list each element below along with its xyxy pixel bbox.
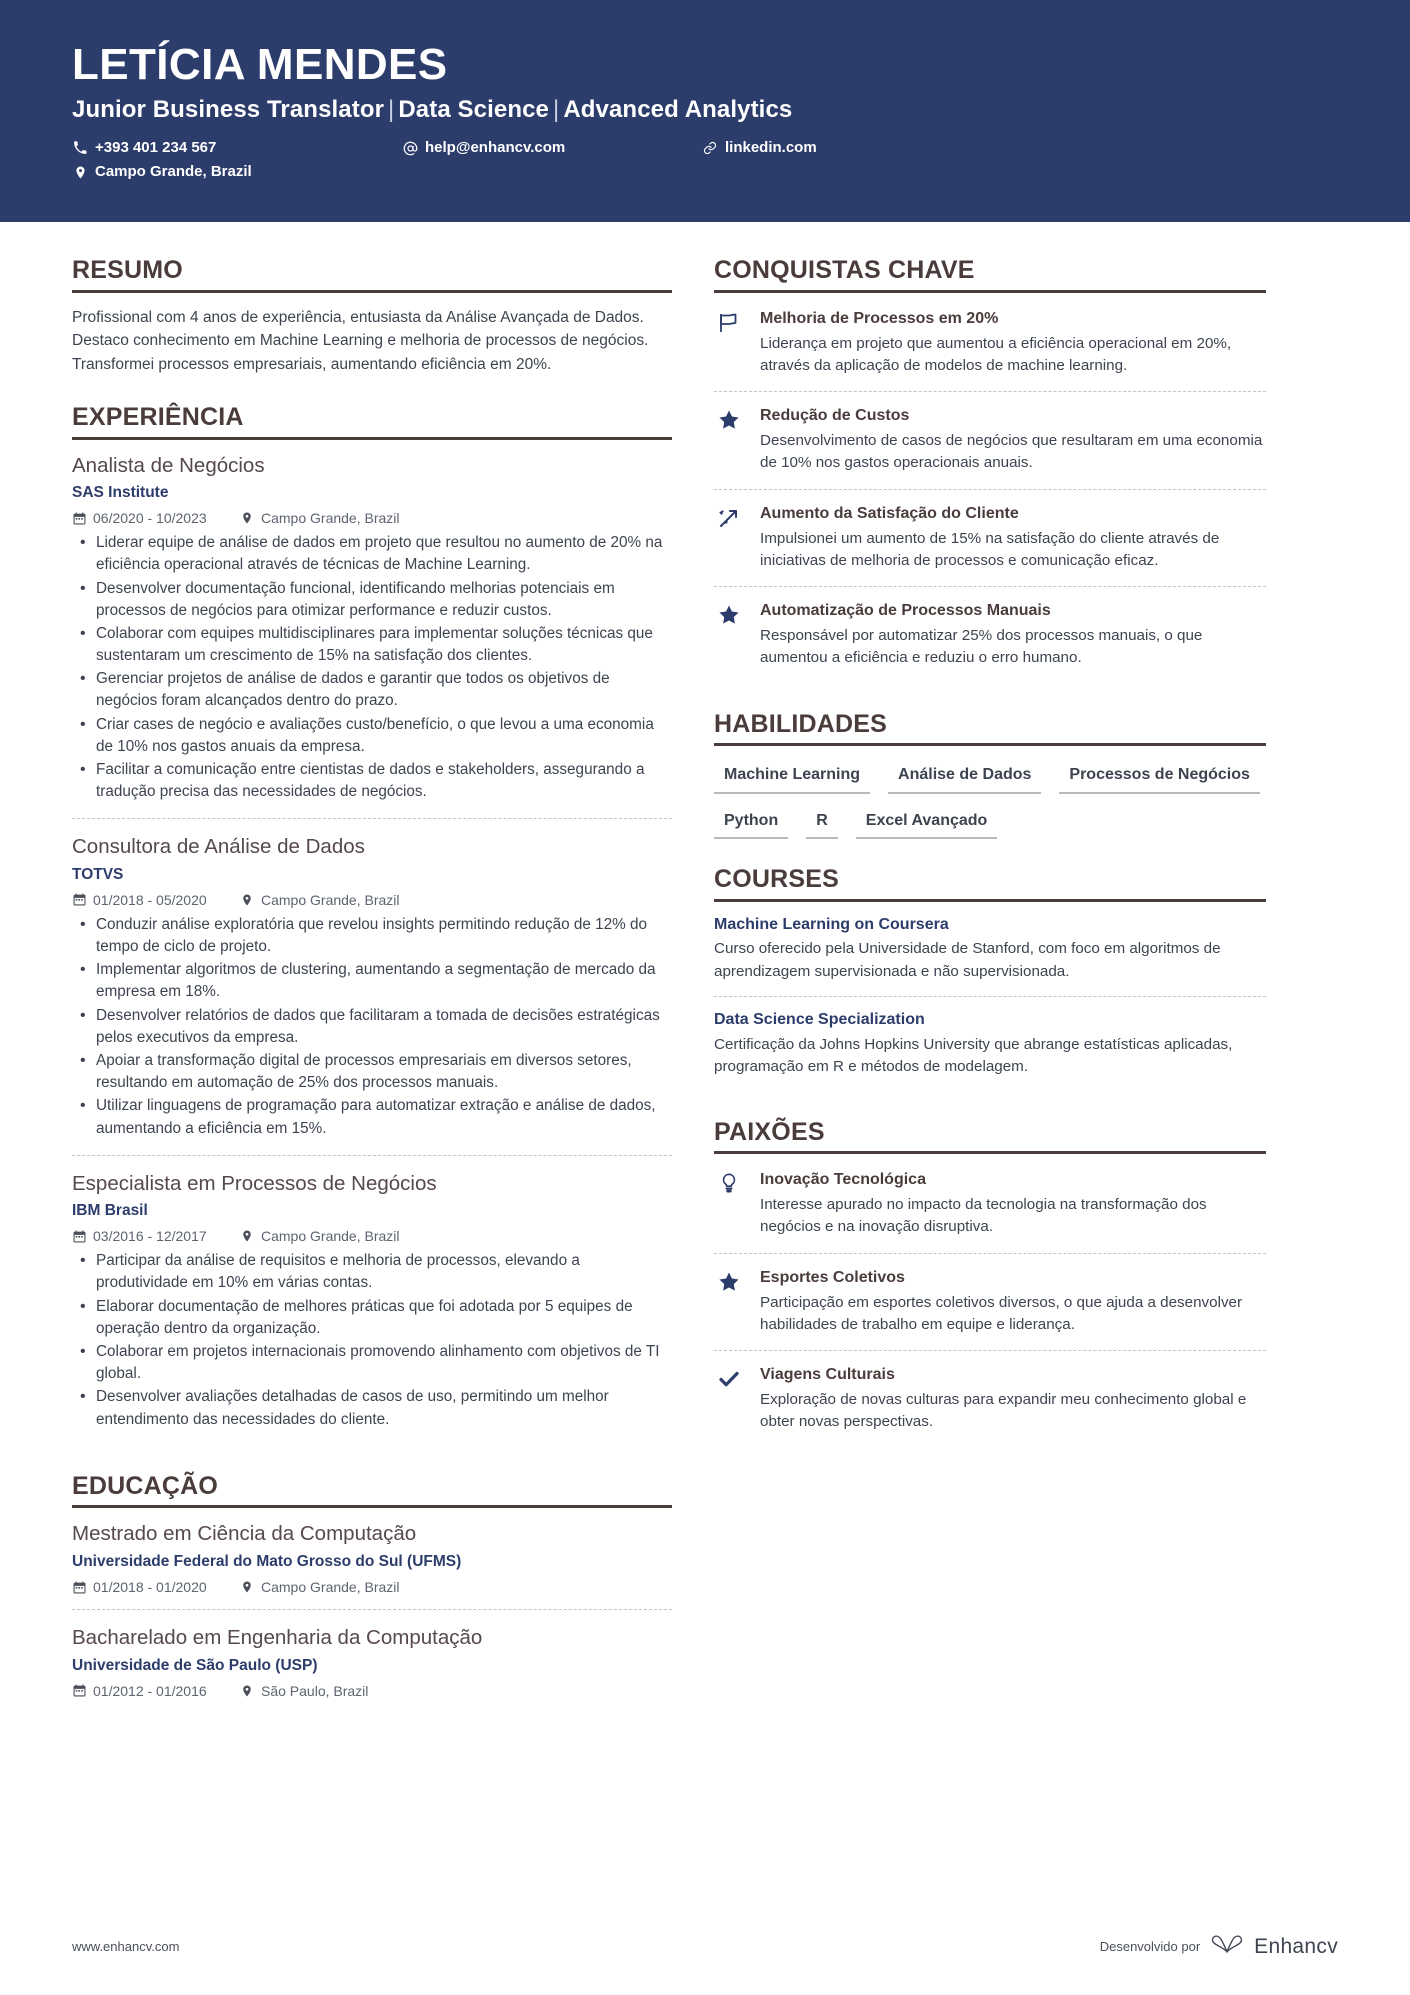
list-item: • Criar cases de negócio e avaliações custo/benefício, o que levou a uma economia de 10% nos gastos anuais da empresa. — [72, 714, 672, 758]
section-title-experience: EXPERIÊNCIA — [72, 403, 672, 440]
star-icon — [714, 601, 744, 669]
experience-role: Analista de Negócios — [72, 453, 265, 477]
footer-brand — [1100, 1934, 1338, 1959]
list-item: • Utilizar linguagens de programação para automatizar extração e análise de dados, aumentando a eficiência em 15%. — [72, 1095, 672, 1139]
experience-location — [240, 1228, 400, 1244]
contact-phone-text: +393 401 234 567 — [95, 139, 217, 157]
list-item: • Elaborar documentação de melhores práticas que foi adotada por 5 equipes de operação dentro da organização. — [72, 1296, 672, 1340]
headline-part-1: Junior Business Translator — [72, 96, 385, 124]
at-sign-icon — [402, 140, 418, 156]
education-meta — [72, 1683, 672, 1699]
experience-entry — [72, 453, 672, 819]
passion-title: Viagens Culturais — [760, 1366, 895, 1384]
education-date — [72, 1683, 240, 1699]
experience-meta — [72, 510, 672, 526]
experience-location-text: Campo Grande, Brazil — [261, 1228, 400, 1245]
experience-body — [72, 440, 672, 1446]
section-education — [72, 1472, 672, 1713]
course-description: Curso oferecido pela Universidade de Stanford, com foco em algoritmos de aprendizagem supervisionada e não supervisionada. — [714, 940, 1221, 980]
flag-icon — [714, 309, 744, 377]
resume-footer — [0, 1934, 1410, 1995]
list-item: • Desenvolver documentação funcional, identificando melhorias potenciais em processos de negócios para otimizar performance e reduzir custos. — [72, 578, 672, 622]
contact-block — [72, 136, 1338, 184]
section-summary — [72, 256, 672, 377]
experience-location-text: Campo Grande, Brazil — [261, 891, 400, 908]
contact-row-primary — [72, 136, 1338, 160]
skill-tag: Python — [714, 806, 788, 839]
lightbulb-icon — [714, 1170, 744, 1238]
skill-tag: Processos de Negócios — [1059, 760, 1260, 793]
list-item: • Desenvolver relatórios de dados que facilitaram a tomada de decisões estratégicas pelos executivos da empresa. — [72, 1005, 672, 1049]
experience-date-text: 03/2016 - 12/2017 — [93, 1228, 207, 1245]
skill-tag: Análise de Dados — [888, 760, 1041, 793]
phone-icon — [72, 140, 88, 156]
passion-item — [714, 1350, 1266, 1447]
calendar-icon — [72, 1229, 86, 1243]
list-item: • Conduzir análise exploratória que revelou insights permitindo redução de 12% do tempo de ciclo de projeto. — [72, 914, 672, 958]
passion-text — [760, 1170, 1266, 1238]
experience-meta — [72, 1228, 672, 1244]
section-title-achievements: CONQUISTAS CHAVE — [714, 256, 1266, 293]
enhancv-logo-icon — [1210, 1934, 1244, 1959]
resume-header — [0, 0, 1410, 222]
experience-meta — [72, 892, 672, 908]
experience-bullets — [72, 914, 672, 1140]
achievement-description: Impulsionei um aumento de 15% na satisfação do cliente através de iniciativas de melhoria de processos e comunicação eficaz. — [760, 529, 1220, 569]
passion-title: Inovação Tecnológica — [760, 1171, 926, 1189]
section-key-achievements — [714, 256, 1266, 684]
list-item: • Colaborar em projetos internacionais promovendo alinhamento com objetivos de TI global. — [72, 1341, 672, 1385]
summary-text: Profissional com 4 anos de experiência, entusiasta da Análise Avançada de Dados. Destaco conhecimento em Machine Learning e melhoria de processos de negócios. Transformei processos empresariais, aumentando eficiência em 20%. — [72, 308, 649, 374]
achievement-item — [714, 391, 1266, 488]
education-meta — [72, 1579, 672, 1595]
passion-description: Interesse apurado no impacto da tecnologia na transformação dos negócios e na inovação disruptiva. — [760, 1196, 1207, 1236]
achievement-item — [714, 586, 1266, 683]
achievement-text — [760, 601, 1266, 669]
experience-location — [240, 510, 400, 526]
experience-company: TOTVS — [72, 865, 124, 883]
achievement-text — [760, 309, 1266, 377]
contact-link-text: linkedin.com — [725, 139, 817, 157]
achievement-title: Redução de Custos — [760, 407, 910, 425]
skill-tag: Machine Learning — [714, 760, 870, 793]
headline-separator: | — [553, 96, 560, 124]
passion-text — [760, 1365, 1266, 1433]
section-experience — [72, 403, 672, 1446]
contact-location — [72, 160, 402, 184]
passion-item — [714, 1253, 1266, 1350]
powered-by-label: Desenvolvido por — [1099, 1939, 1201, 1954]
education-entry — [72, 1521, 672, 1609]
experience-date-text: 06/2020 - 10/2023 — [93, 510, 207, 527]
experience-date — [72, 510, 240, 526]
education-entry — [72, 1609, 672, 1713]
education-school: Universidade de São Paulo (USP) — [72, 1656, 318, 1674]
list-item: • Participar da análise de requisitos e melhoria de processos, elevando a produtividade em 10% em várias contas. — [72, 1250, 672, 1294]
star-icon — [714, 1268, 744, 1336]
achievement-description: Responsável por automatizar 25% dos processos manuais, o que aumentou a eficiência e reduziu o erro humano. — [760, 627, 1203, 667]
calendar-icon — [72, 511, 86, 525]
list-item: • Gerenciar projetos de análise de dados e garantir que todos os objetivos de negócios foram alcançados dentro do prazo. — [72, 668, 672, 712]
trending-up-icon — [714, 504, 744, 572]
education-date-text: 01/2012 - 01/2016 — [93, 1682, 207, 1699]
calendar-icon — [72, 1580, 86, 1594]
map-pin-icon — [240, 1580, 254, 1594]
education-date-text: 01/2018 - 01/2020 — [93, 1579, 207, 1596]
experience-company: IBM Brasil — [72, 1202, 148, 1220]
experience-date-text: 01/2018 - 05/2020 — [93, 891, 207, 908]
experience-role: Especialista em Processos de Negócios — [72, 1171, 437, 1195]
education-degree: Mestrado em Ciência da Computação — [72, 1522, 417, 1546]
list-item: • Desenvolver avaliações detalhadas de casos de uso, permitindo um melhor entendimento das necessidades do cliente. — [72, 1386, 672, 1430]
section-title-skills: HABILIDADES — [714, 710, 1266, 747]
passions-body — [714, 1154, 1266, 1447]
education-date — [72, 1579, 240, 1595]
right-column — [714, 256, 1266, 1894]
map-pin-icon — [240, 511, 254, 525]
education-body — [72, 1508, 672, 1712]
calendar-icon — [72, 1684, 86, 1698]
list-item: • Liderar equipe de análise de dados em projeto que resultou no aumento de 20% na eficiência operacional através de técnicas de Machine Learning. — [72, 532, 672, 576]
skills-list — [714, 746, 1266, 838]
education-location-text: São Paulo, Brazil — [261, 1682, 369, 1699]
list-item: • Implementar algoritmos de clustering, aumentando a segmentação de mercado da empresa em 18%. — [72, 959, 672, 1003]
experience-bullets — [72, 1250, 672, 1430]
course-name: Data Science Specialization — [714, 1011, 925, 1029]
section-title-education: EDUCAÇÃO — [72, 1472, 672, 1509]
education-location — [240, 1579, 400, 1595]
passion-item — [714, 1167, 1266, 1252]
contact-link[interactable] — [702, 136, 817, 160]
headline-part-2: Data Science — [398, 96, 549, 124]
passion-text — [760, 1268, 1266, 1336]
skill-tag: R — [806, 806, 838, 839]
achievement-description: Liderança em projeto que aumentou a eficiência operacional em 20%, através da aplicação de modelos de machine learning. — [760, 334, 1232, 374]
section-title-summary: RESUMO — [72, 256, 672, 293]
achievement-item — [714, 306, 1266, 391]
education-location — [240, 1683, 368, 1699]
list-item: • Colaborar com equipes multidisciplinares para implementar soluções técnicas que sustentaram um crescimento de 15% na satisfação dos clientes. — [72, 623, 672, 667]
check-icon — [714, 1365, 744, 1433]
course-item — [714, 915, 1266, 996]
contact-phone[interactable] — [72, 136, 402, 160]
section-skills — [714, 710, 1266, 839]
achievement-text — [760, 406, 1266, 474]
footer-url[interactable]: www.enhancv.com — [72, 1939, 180, 1954]
star-icon — [714, 406, 744, 474]
list-item: • Facilitar a comunicação entre cientistas de dados e stakeholders, assegurando a tradução precisa das necessidades de negócios. — [72, 759, 672, 803]
course-item — [714, 996, 1266, 1091]
contact-row-secondary — [72, 160, 1338, 184]
experience-role: Consultora de Análise de Dados — [72, 835, 365, 859]
candidate-name: LETÍCIA MENDES — [72, 40, 448, 89]
experience-location-text: Campo Grande, Brazil — [261, 510, 400, 527]
headline-separator: | — [388, 96, 395, 124]
education-location-text: Campo Grande, Brazil — [261, 1579, 400, 1596]
contact-location-text: Campo Grande, Brazil — [95, 163, 252, 181]
section-passions — [714, 1118, 1266, 1448]
achievement-title: Melhoria de Processos em 20% — [760, 309, 999, 327]
contact-email-text: help@enhancv.com — [425, 139, 566, 157]
candidate-headline — [72, 96, 1338, 124]
achievement-item — [714, 489, 1266, 586]
courses-body — [714, 902, 1266, 1092]
contact-email[interactable] — [402, 136, 702, 160]
experience-bullets — [72, 532, 672, 803]
experience-company: SAS Institute — [72, 484, 169, 502]
achievement-title: Automatização de Processos Manuais — [760, 602, 1051, 620]
section-courses — [714, 865, 1266, 1092]
achievements-body — [714, 293, 1266, 684]
passion-description: Exploração de novas culturas para expandir meu conhecimento global e obter novas perspectivas. — [760, 1391, 1247, 1431]
education-school: Universidade Federal do Mato Grosso do Sul (UFMS) — [72, 1553, 462, 1571]
map-pin-icon — [72, 164, 88, 180]
section-title-passions: PAIXÕES — [714, 1118, 1266, 1155]
education-degree: Bacharelado em Engenharia da Computação — [72, 1626, 483, 1650]
link-icon — [702, 140, 718, 156]
course-name: Machine Learning on Coursera — [714, 915, 949, 933]
experience-date — [72, 892, 240, 908]
brand-name: Enhancv — [1254, 1934, 1338, 1958]
headline-part-3: Advanced Analytics — [563, 96, 793, 124]
achievement-title: Aumento da Satisfação do Cliente — [760, 504, 1019, 522]
summary-body — [72, 293, 672, 377]
experience-location — [240, 892, 400, 908]
map-pin-icon — [240, 893, 254, 907]
map-pin-icon — [240, 1229, 254, 1243]
map-pin-icon — [240, 1684, 254, 1698]
passion-description: Participação em esportes coletivos diversos, o que ajuda a desenvolver habilidades de trabalho em equipe e liderança. — [760, 1293, 1243, 1333]
passion-title: Esportes Coletivos — [760, 1268, 905, 1286]
experience-date — [72, 1228, 240, 1244]
section-title-courses: COURSES — [714, 865, 1266, 902]
resume-body — [0, 222, 1410, 1894]
skill-tag: Excel Avançado — [856, 806, 998, 839]
left-column — [72, 256, 672, 1894]
calendar-icon — [72, 893, 86, 907]
experience-entry — [72, 818, 672, 1154]
achievement-text — [760, 504, 1266, 572]
achievement-description: Desenvolvimento de casos de negócios que resultaram em uma economia de 10% nos gastos operacionais anuais. — [760, 432, 1263, 472]
course-description: Certificação da Johns Hopkins University que abrange estatísticas aplicadas, programação em R e métodos de modelagem. — [714, 1035, 1233, 1076]
list-item: • Apoiar a transformação digital de processos empresariais em diversos setores, resultando em automação de 25% dos processos manuais. — [72, 1050, 672, 1094]
experience-entry — [72, 1155, 672, 1446]
